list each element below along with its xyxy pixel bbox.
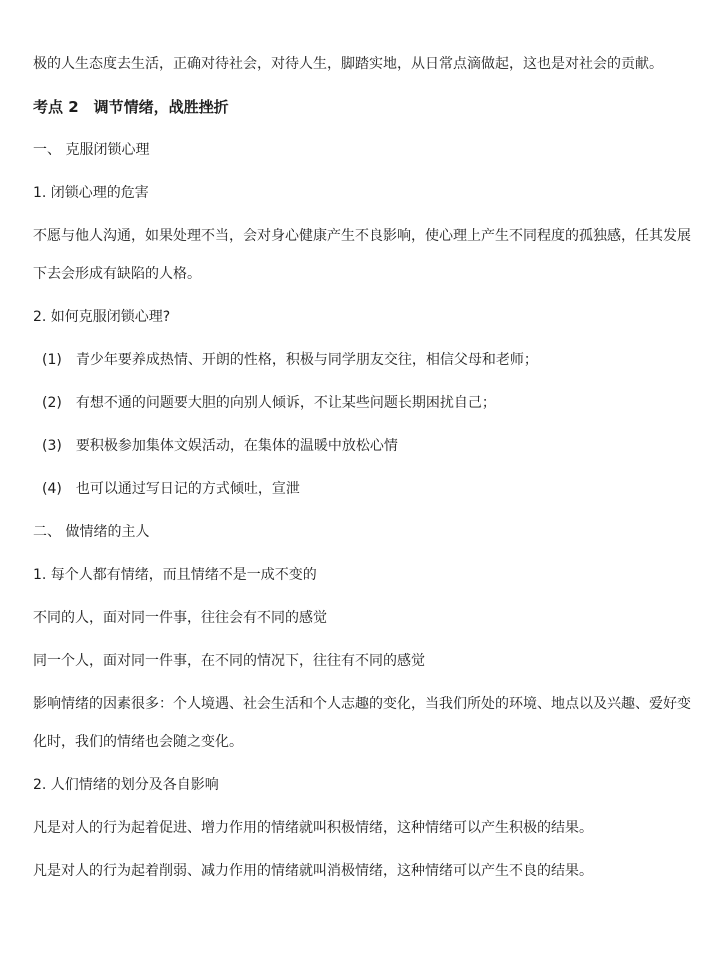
list-item-paragraph: (3) 要积极参加集体文娱活动，在集体的温暖中放松心情 (42, 438, 398, 454)
paragraph: 1. 每个人都有情绪，而且情绪不是一成不变的 (33, 567, 317, 583)
list-item-paragraph: (2) 有想不通的问题要大胆的向别人倾诉，不让某些问题长期困扰自己； (42, 395, 496, 411)
paragraph: 影响情绪的因素很多：个人境遇、社会生活和个人志趣的变化，当我们所处的环境、地点以及兴趣、爱好变 化时，我们的情绪也会随之变化。 (33, 696, 691, 750)
paragraph: 极的人生态度去生活，正确对待社会，对待人生，脚踏实地，从日常点滴做起，这也是对社会的贡献。 (33, 56, 663, 72)
paragraph: 二、 做情绪的主人 (33, 524, 150, 540)
paragraph: 凡是对人的行为起着削弱、减力作用的情绪就叫消极情绪，这种情绪可以产生不良的结果。 (33, 863, 593, 879)
list-item-paragraph: (1) 青少年要养成热情、开朗的性格，积极与同学朋友交往，相信父母和老师； (42, 352, 538, 368)
paragraph: 同一个人，面对同一件事，在不同的情况下，往往有不同的感觉 (33, 653, 425, 669)
document-body (33, 45, 691, 890)
paragraph: 2. 如何克服闭锁心理? (33, 309, 171, 325)
paragraph: 不同的人，面对同一件事，往往会有不同的感觉 (33, 610, 327, 626)
section-heading: 考点 2 调节情绪，战胜挫折 (33, 98, 229, 116)
paragraph: 1. 闭锁心理的危害 (33, 185, 149, 201)
list-item-paragraph: (4) 也可以通过写日记的方式倾吐，宣泄 (42, 481, 300, 497)
paragraph: 不愿与他人沟通，如果处理不当，会对身心健康产生不良影响，使心理上产生不同程度的孤独感，任其发展 下去会形成有缺陷的人格。 (33, 228, 691, 282)
paragraph: 2. 人们情绪的划分及各自影响 (33, 777, 219, 793)
paragraph: 一、 克服闭锁心理 (33, 142, 150, 158)
paragraph: 凡是对人的行为起着促进、增力作用的情绪就叫积极情绪，这种情绪可以产生积极的结果。 (33, 820, 593, 836)
